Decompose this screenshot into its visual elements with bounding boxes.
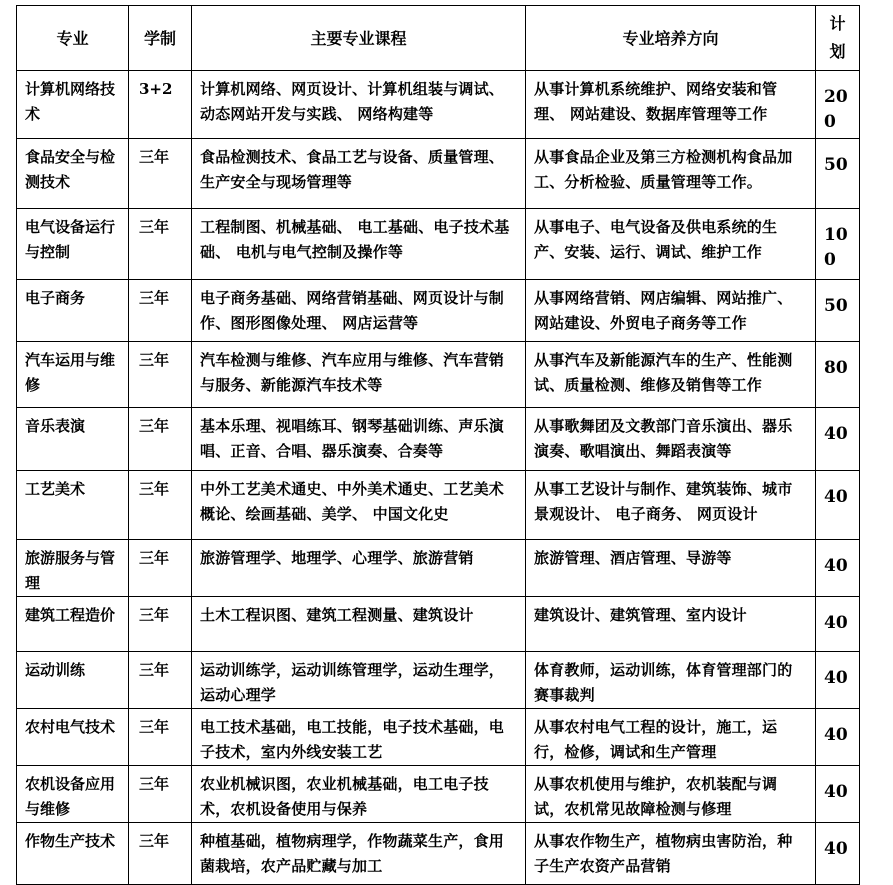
header-major: 专业 bbox=[17, 6, 129, 71]
cell-direction: 从事计算机系统维护、网络安装和管理、 网站建设、数据库管理等工作 bbox=[526, 71, 816, 139]
table-row bbox=[17, 342, 860, 408]
table-row bbox=[17, 766, 860, 823]
table-row bbox=[17, 823, 860, 885]
cell-years: 三年 bbox=[129, 342, 192, 408]
table-row bbox=[17, 540, 860, 597]
cell-courses: 种植基础，植物病理学，作物蔬菜生产，食用菌栽培，农产品贮藏与加工 bbox=[192, 823, 526, 885]
cell-plan: 80 bbox=[816, 342, 860, 408]
table-row bbox=[17, 709, 860, 766]
cell-years: 三年 bbox=[129, 652, 192, 709]
cell-plan: 40 bbox=[816, 540, 860, 597]
cell-major: 旅游服务与管理 bbox=[17, 540, 129, 597]
cell-direction: 建筑设计、建筑管理、室内设计 bbox=[526, 597, 816, 652]
table-row bbox=[17, 139, 860, 209]
cell-courses: 基本乐理、视唱练耳、钢琴基础训练、声乐演唱、正音、合唱、器乐演奏、合奏等 bbox=[192, 408, 526, 471]
cell-major: 电气设备运行与控制 bbox=[17, 209, 129, 280]
cell-major: 农机设备应用与维修 bbox=[17, 766, 129, 823]
cell-major: 汽车运用与维修 bbox=[17, 342, 129, 408]
table-row bbox=[17, 280, 860, 342]
cell-direction: 旅游管理、酒店管理、导游等 bbox=[526, 540, 816, 597]
header-row bbox=[17, 6, 860, 71]
cell-major: 工艺美术 bbox=[17, 471, 129, 540]
table-row bbox=[17, 71, 860, 139]
cell-courses: 农业机械识图，农业机械基础，电工电子技术，农机设备使用与保养 bbox=[192, 766, 526, 823]
cell-plan: 40 bbox=[816, 766, 860, 823]
cell-major: 计算机网络技术 bbox=[17, 71, 129, 139]
cell-courses: 运动训练学，运动训练管理学，运动生理学，运动心理学 bbox=[192, 652, 526, 709]
table-row bbox=[17, 652, 860, 709]
cell-major: 运动训练 bbox=[17, 652, 129, 709]
cell-direction: 从事食品企业及第三方检测机构食品加工、分析检验、质量管理等工作。 bbox=[526, 139, 816, 209]
cell-courses: 食品检测技术、食品工艺与设备、质量管理、生产安全与现场管理等 bbox=[192, 139, 526, 209]
cell-courses: 电工技术基础，电工技能，电子技术基础，电子技术，室内外线安装工艺 bbox=[192, 709, 526, 766]
cell-years: 三年 bbox=[129, 139, 192, 209]
header-courses: 主要专业课程 bbox=[192, 6, 526, 71]
cell-years: 三年 bbox=[129, 709, 192, 766]
cell-years: 三年 bbox=[129, 540, 192, 597]
cell-major: 建筑工程造价 bbox=[17, 597, 129, 652]
table-row bbox=[17, 597, 860, 652]
table-row bbox=[17, 471, 860, 540]
header-direction: 专业培养方向 bbox=[526, 6, 816, 71]
cell-plan: 200 bbox=[816, 71, 860, 139]
cell-plan: 40 bbox=[816, 597, 860, 652]
cell-direction: 从事农作物生产，植物病虫害防治，种子生产农资产品营销 bbox=[526, 823, 816, 885]
cell-years: 三年 bbox=[129, 408, 192, 471]
cell-direction: 从事电子、电气设备及供电系统的生产、安装、运行、调试、维护工作 bbox=[526, 209, 816, 280]
cell-major: 食品安全与检测技术 bbox=[17, 139, 129, 209]
cell-courses: 土木工程识图、建筑工程测量、建筑设计 bbox=[192, 597, 526, 652]
table-row bbox=[17, 209, 860, 280]
cell-plan: 40 bbox=[816, 652, 860, 709]
cell-years: 三年 bbox=[129, 209, 192, 280]
cell-major: 农村电气技术 bbox=[17, 709, 129, 766]
cell-direction: 从事网络营销、网店编辑、网站推广、网站建设、外贸电子商务等工作 bbox=[526, 280, 816, 342]
cell-courses: 旅游管理学、地理学、心理学、旅游营销 bbox=[192, 540, 526, 597]
header-years: 学制 bbox=[129, 6, 192, 71]
cell-years: 三年 bbox=[129, 471, 192, 540]
cell-years: 三年 bbox=[129, 597, 192, 652]
cell-plan: 50 bbox=[816, 280, 860, 342]
cell-major: 作物生产技术 bbox=[17, 823, 129, 885]
cell-years: 三年 bbox=[129, 766, 192, 823]
cell-plan: 40 bbox=[816, 408, 860, 471]
cell-direction: 从事汽车及新能源汽车的生产、性能测试、质量检测、维修及销售等工作 bbox=[526, 342, 816, 408]
cell-direction: 体育教师，运动训练，体育管理部门的赛事裁判 bbox=[526, 652, 816, 709]
table-row bbox=[17, 408, 860, 471]
cell-direction: 从事工艺设计与制作、建筑装饰、城市景观设计、 电子商务、 网页设计 bbox=[526, 471, 816, 540]
cell-courses: 中外工艺美术通史、中外美术通史、工艺美术概论、绘画基础、美学、 中国文化史 bbox=[192, 471, 526, 540]
majors-table bbox=[16, 5, 860, 885]
cell-plan: 100 bbox=[816, 209, 860, 280]
cell-direction: 从事农村电气工程的设计，施工，运行，检修，调试和生产管理 bbox=[526, 709, 816, 766]
cell-courses: 工程制图、机械基础、 电工基础、电子技术基础、 电机与电气控制及操作等 bbox=[192, 209, 526, 280]
cell-direction: 从事农机使用与维护，农机装配与调试，农机常见故障检测与修理 bbox=[526, 766, 816, 823]
cell-major: 电子商务 bbox=[17, 280, 129, 342]
cell-courses: 计算机网络、网页设计、计算机组装与调试、动态网站开发与实践、 网络构建等 bbox=[192, 71, 526, 139]
cell-years: 三年 bbox=[129, 823, 192, 885]
cell-courses: 电子商务基础、网络营销基础、网页设计与制作、图形图像处理、 网店运营等 bbox=[192, 280, 526, 342]
cell-plan: 40 bbox=[816, 823, 860, 885]
cell-plan: 40 bbox=[816, 709, 860, 766]
cell-years: 3+2 bbox=[129, 71, 192, 139]
header-plan: 计划 bbox=[816, 6, 860, 71]
cell-direction: 从事歌舞团及文教部门音乐演出、器乐演奏、歌唱演出、舞蹈表演等 bbox=[526, 408, 816, 471]
cell-courses: 汽车检测与维修、汽车应用与维修、汽车营销与服务、新能源汽车技术等 bbox=[192, 342, 526, 408]
cell-plan: 50 bbox=[816, 139, 860, 209]
cell-plan: 40 bbox=[816, 471, 860, 540]
cell-years: 三年 bbox=[129, 280, 192, 342]
cell-major: 音乐表演 bbox=[17, 408, 129, 471]
